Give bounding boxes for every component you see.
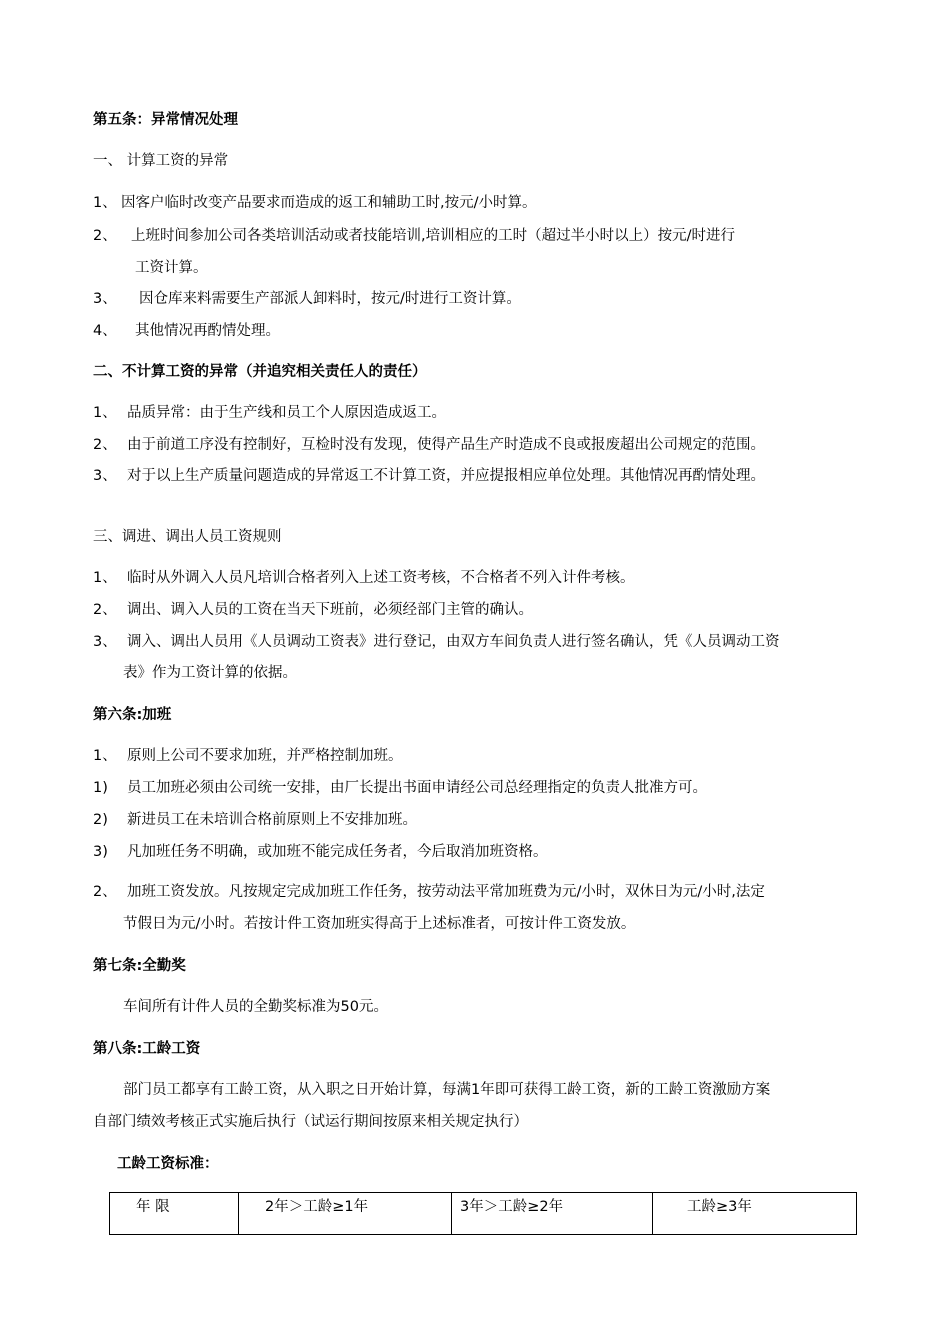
list-item (93, 321, 280, 341)
seniority-standard-title: 工龄工资标准： (117, 1156, 219, 1172)
item-text: 其他情况再酌情处理。 (135, 323, 280, 339)
item-text: 新进员工在未培训合格前原则上不安排加班。 (127, 812, 417, 828)
item-text: 凡加班任务不明确，或加班不能完成任务者，今后取消加班资格。 (127, 844, 548, 860)
item-text: 临时从外调入人员凡培训合格者列入上述工资考核，不合格者不列入计件考核。 (127, 570, 635, 586)
list-item (93, 403, 446, 423)
item-number: 3) (93, 844, 108, 860)
item-number: 1、 (93, 570, 117, 586)
section-2-heading: 二、不计算工资的异常（并追究相关责任人的责任） (93, 364, 427, 380)
article-8-title: 第八条:工龄工资 (93, 1041, 201, 1057)
table-row (110, 1193, 857, 1235)
item-text: 调入、调出人员用《人员调动工资表》进行登记，由双方车间负责人进行签名确认，凭《人员调动工资 (127, 634, 780, 650)
item-number: 1、 (93, 748, 117, 764)
item-text: 上班时间参加公司各类培训活动或者技能培训,培训相应的工时（超过半小时以上）按元/时进行 (131, 228, 735, 244)
sub-item (93, 778, 707, 798)
article-7-title: 第七条:全勤奖 (93, 958, 186, 974)
attendance-bonus-text: 车间所有计件人员的全勤奖标准为50元。 (123, 999, 388, 1015)
list-item (93, 600, 533, 620)
list-item (93, 746, 403, 766)
item-number: 1) (93, 780, 108, 796)
item-number: 2、 (93, 884, 117, 900)
item-text: 员工加班必须由公司统一安排，由厂长提出书面申请经公司总经理指定的负责人批准方可。 (127, 780, 707, 796)
table-cell: 2年＞工龄≥1年 (239, 1193, 452, 1235)
item-text: 原则上公司不要求加班，并严格控制加班。 (127, 748, 403, 764)
item-continuation: 表》作为工资计算的依据。 (123, 665, 297, 681)
list-item (93, 632, 780, 652)
item-number: 2、 (93, 228, 117, 244)
sub-item (93, 842, 548, 862)
item-number: 2、 (93, 602, 117, 618)
seniority-paragraph-line-2: 自部门绩效考核正式实施后执行（试运行期间按原来相关规定执行） (93, 1114, 528, 1130)
item-number: 3、 (93, 468, 117, 484)
list-item (93, 882, 765, 902)
item-number: 3、 (93, 291, 117, 307)
list-item (93, 289, 521, 309)
item-continuation: 节假日为元/小时。若按计件工资加班实得高于上述标准者，可按计件工资发放。 (123, 916, 636, 932)
table-cell: 3年＞工龄≥2年 (452, 1193, 653, 1235)
list-item (93, 466, 765, 486)
sub-item (93, 810, 417, 830)
table-cell: 工龄≥3年 (653, 1193, 857, 1235)
list-item (93, 226, 735, 246)
item-number: 4、 (93, 323, 117, 339)
list-item (93, 193, 537, 213)
item-number: 1、 (93, 195, 117, 211)
item-number: 1、 (93, 405, 117, 421)
item-text: 调出、调入人员的工资在当天下班前，必须经部门主管的确认。 (127, 602, 533, 618)
item-text: 由于前道工序没有控制好，互检时没有发现，使得产品生产时造成不良或报废超出公司规定的范围。 (127, 437, 765, 453)
list-item (93, 568, 635, 588)
section-1-heading: 一、 计算工资的异常 (93, 153, 229, 169)
item-text: 对于以上生产质量问题造成的异常返工不计算工资，并应提报相应单位处理。其他情况再酌情处理。 (127, 468, 765, 484)
list-item (93, 435, 765, 455)
item-continuation: 工资计算。 (135, 260, 208, 276)
table-cell: 年 限 (110, 1193, 239, 1235)
item-number: 2、 (93, 437, 117, 453)
item-text: 加班工资发放。凡按规定完成加班工作任务，按劳动法平常加班费为元/小时，双休日为元/小时,法定 (127, 884, 765, 900)
article-6-title: 第六条:加班 (93, 707, 172, 723)
item-number: 3、 (93, 634, 117, 650)
article-5-title: 第五条：异常情况处理 (93, 112, 238, 128)
item-number: 2) (93, 812, 108, 828)
seniority-wage-table (109, 1192, 857, 1235)
section-3-heading: 三、调进、调出人员工资规则 (93, 529, 282, 545)
item-text: 因客户临时改变产品要求而造成的返工和辅助工时,按元/小时算。 (121, 195, 537, 211)
item-text: 品质异常：由于生产线和员工个人原因造成返工。 (127, 405, 446, 421)
seniority-paragraph-line-1: 部门员工都享有工龄工资，从入职之日开始计算，每满1年即可获得工龄工资，新的工龄工资激励方案 (123, 1082, 771, 1098)
item-text: 因仓库来料需要生产部派人卸料时，按元/时进行工资计算。 (139, 291, 521, 307)
